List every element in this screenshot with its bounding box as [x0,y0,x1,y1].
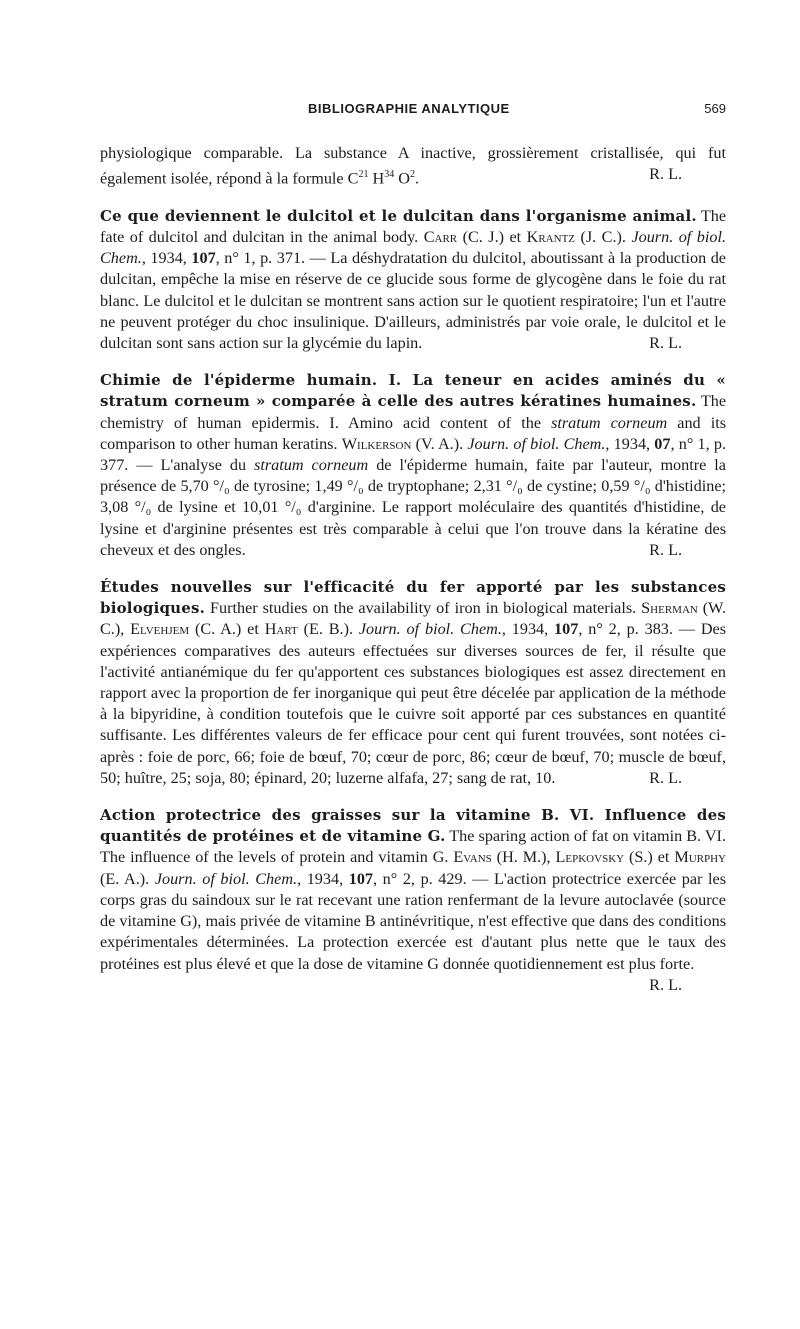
article-text: , 1934, [605,434,655,453]
author-name: Sherman [641,599,698,618]
journal-name: Journ. of biol. Chem. [358,620,502,639]
article-text: (H. M.), [491,848,556,867]
article-title: Études nouvelles sur l'efficacité du fer apporté par les substances biologiques. [100,578,726,618]
article-text: The fate of dulcitol and dulcitan in the animal body. [100,206,727,246]
author-name: Carr [423,228,458,246]
intro-text: H [368,169,385,188]
intro-text: . [414,169,420,188]
formula-sub: 21 [358,169,369,181]
journal-name: Journ. of biol. Chem. [467,434,606,453]
article-text: (J. C.). [575,228,632,246]
article-text: The chemistry of human epidermis. I. Amino acid content of the [100,392,727,432]
page-number: 569 [704,101,726,116]
author-name: Hart [264,620,298,639]
signature: R. L. [649,540,682,559]
article-title: Action protectrice des graisses sur la vitamine B. VI. Influence des quantités de protéines et de vitamine G. [100,806,726,846]
signature: R. L. [649,334,682,353]
volume-number: 107 [191,249,216,268]
signature: R. L. [649,768,682,787]
page-body [100,143,726,996]
signature: R. L. [649,165,682,184]
article-text: and its comparison to other human keratins. [100,413,726,453]
article-title: Ce que deviennent le dulcitol et le dulcitan dans l'organisme animal. [100,206,697,225]
volume-number: 107 [348,869,374,888]
article-text: (C. J.) et [457,228,527,246]
article-text: Further studies on the availability of iron in biological materials. [205,599,642,618]
article-text: (E. B.). [297,620,359,639]
author-name: Murphy [674,848,726,867]
author-name: Wilkerson [341,434,412,453]
signature: R. L. [649,975,682,994]
author-name: Krantz [526,228,576,246]
article-text: (W. C.), [100,599,727,639]
formula-sub: 34 [384,169,395,181]
running-title: BIBLIOGRAPHIE ANALYTIQUE [308,101,510,116]
intro-text: O [394,169,410,188]
article-epiderme [100,370,726,561]
intro-text: physiologique comparable. La substance A inactive, grossièrement cristallisée, qui fut également isolée, répond à la formule C [100,144,726,188]
latin-term: stratum corneum [551,413,668,432]
article-text: , n° 1, p. 377. — L'analyse du [100,434,726,475]
article-text: , n° 2, p. 429. — L'action protectrice exercée par les corps gras du saindoux sur le rat recevant une ration renfermant de la levure autoclavée (source de vitamine G), mais privée de vitamine B antinévritique, n'est effective que dans des conditions expérimentales déterminées. La protection exercée est d'autant plus nette que le taux des protéines est plus élevé et que la dose de vitamine G donnée quotidiennement est plus forte. [100,869,727,973]
article-text: (E. A.). [100,869,155,888]
article-fer [100,577,726,789]
article-text: , 1934, [501,620,555,639]
article-vitamine [100,805,726,975]
author-name: Lepkovsky [555,848,625,867]
latin-term: stratum corneum [254,456,369,475]
article-title: Chimie de l'épiderme humain. I. La teneur en acides aminés du « stratum corneum » comparée à celle des autres kératines humaines. [100,371,726,411]
author-name: Evans [453,848,492,867]
article-text: , n° 1, p. 371. — La déshydratation du dulcitol, aboutissant à la production de dulcitan, empêche la mise en réserve de ce glucide sous forme de glycogène dans le foie du rat blanc. Le dulcitol et le dulcitan se montrent sans action sur le quotient respiratoire; l'un et l'autre ne peuvent protéger du choc insulinique. D'ailleurs, administrés par voie orale, le dulcitol et le dulcitan sont sans action sur la glycémie du lapin. [100,249,726,353]
intro-paragraph [100,143,726,190]
volume-number: 07 [654,434,671,453]
article-text: , n° 2, p. 383. — Des expériences comparatives des auteurs effectuées sur diverses sources de fer, il résulte que l'activité antianémique du fer qu'apportent ces substances biologiques est assez directement en rapport avec la proportion de fer inorganique qui peut être décelée par application de la méthode à la bipyridine, à condition toutefois que le cuivre soit apporté par ces substances en quantité suffisante. Les différentes valeurs de fer efficace pour cent qui furent trouvées, sont notées ci-après : foie de porc, 66; foie de bœuf, 70; cœur de porc, 86; cœur de bœuf, 70; muscle de bœuf, 50; huître, 25; soja, 80; épinard, 20; luzerne alfafa, 27; sang de rat, 10. [100,620,727,787]
article-text: (S.) et [624,848,675,867]
journal-name: Journ. of biol. Chem. [154,869,298,888]
journal-name: Journ. of biol. Chem. [100,228,727,268]
article-text: (C. A.) et [189,620,265,639]
formula-sub: 2 [409,169,415,181]
article-text: de l'épiderme humain, faite par l'auteur, montre la présence de 5,70 °/₀ de tyrosine; 1,49 °/₀ de tryptophane; 2,31 °/₀ de cystine; 0,59 °/₀ d'histidine; 3,08 °/₀ de lysine et 10,01 °/₀ d'arginine. Le rapport moléculaire des quantités d'histidine, de lysine et d'arginine présentes est très comparable à celui que l'on trouve dans la kératine des cheveux et des ongles. [100,456,726,559]
article-dulcitol [100,206,726,354]
article-text: (V. A.). [411,434,468,453]
volume-number: 107 [554,620,579,639]
page-header [100,101,726,123]
article-text: The sparing action of fat on vitamin B. VI. The influence of the levels of protein and vitamin G. [100,827,726,867]
article-text: , 1934, [141,249,192,268]
article-text: , 1934, [297,869,349,888]
author-name: Elvehjem [130,620,190,639]
